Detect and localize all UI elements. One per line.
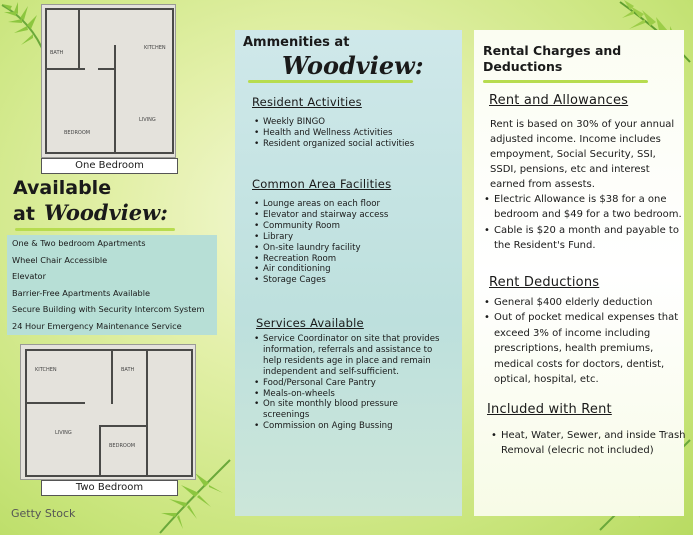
rent-deductions-heading: Rent Deductions [489, 275, 600, 290]
list-item: • Resident organized social activities [263, 139, 433, 150]
list-item: • Lounge areas on each floor [263, 199, 443, 210]
plan1-room-living: LIVING [139, 117, 156, 123]
resident-activities-list [252, 117, 433, 150]
plan1-room-bedroom: BEDROOM [64, 130, 91, 136]
list-item: • On-site laundry facility [263, 243, 443, 254]
services-list [252, 334, 443, 432]
watermark-text: Getty Stock [11, 507, 76, 520]
list-item: • Elevator and stairway access [263, 210, 443, 221]
two-bedroom-floor-plan [20, 344, 196, 480]
amenities-underline [248, 80, 413, 83]
list-item: • Food/Personal Care Pantry [263, 378, 443, 389]
feature-item: Elevator [12, 271, 46, 281]
included-with-rent-heading: Included with Rent [487, 402, 612, 417]
resident-activities-heading: Resident Activities [252, 95, 362, 109]
plan2-room-bedroom: BEDROOM [109, 443, 136, 449]
list-item: • Meals-on-wheels [263, 389, 443, 400]
list-item: • General $400 elderly deduction [494, 295, 690, 310]
list-item: • Heat, Water, Sewer, and inside Trash Removal (elecric not included) [501, 428, 687, 459]
list-item: • Library [263, 232, 443, 243]
list-item: • Community Room [263, 221, 443, 232]
available-woodview: Woodview: [44, 200, 168, 225]
list-item: • Service Coordinator on site that provides information, referrals and assistance to help residents age in place and remain independent and self-sufficient. [263, 334, 443, 378]
plan1-room-bath: BATH [50, 50, 64, 56]
one-bedroom-floor-plan [41, 4, 176, 158]
amenities-title-woodview: Woodview: [282, 51, 424, 80]
rental-charges-title: Rental Charges and Deductions [483, 43, 622, 74]
feature-item: Secure Building with Security Intercom System [12, 304, 205, 314]
plan2-room-living: LIVING [55, 430, 72, 436]
available-underline [15, 228, 175, 231]
list-item: • Commission on Aging Bussing [263, 421, 443, 432]
feature-item: 24 Hour Emergency Maintenance Service [12, 320, 182, 331]
list-item: • Electric Allowance is $38 for a one bedroom and $49 for a two bedroom. [494, 192, 690, 223]
common-area-heading: Common Area Facilities [252, 177, 392, 191]
rent-deductions-list [483, 295, 690, 387]
list-item: • Out of pocket medical expenses that exceed 3% of income including prescriptions, health premiums, medical costs for doctors, dentist, optical, hospital, etc. [494, 310, 690, 387]
list-item: • Weekly BINGO [263, 117, 433, 128]
rental-title-underline [483, 80, 648, 83]
two-bedroom-caption: Two Bedroom [41, 480, 178, 496]
common-area-list [252, 199, 443, 286]
plan2-room-bath: BATH [121, 367, 135, 373]
amenities-title-line1: Ammenities at [243, 35, 350, 50]
rent-allowances-heading: Rent and Allowances [489, 93, 629, 108]
rent-allowance-list [483, 192, 690, 254]
included-with-rent-list [490, 428, 687, 459]
feature-item: Barrier-Free Apartments Available [12, 287, 151, 298]
one-bedroom-caption: One Bedroom [41, 158, 178, 174]
list-item: • Health and Wellness Activities [263, 128, 433, 139]
plan2-room-kitchen: KITCHEN [35, 367, 57, 373]
list-item: • Recreation Room [263, 254, 443, 265]
available-heading-line1: Available [13, 177, 112, 199]
features-box [7, 235, 217, 335]
list-item: • Air conditioning [263, 264, 443, 275]
list-item: • Storage Cages [263, 275, 443, 286]
plan1-room-kitchen: KITCHEN [144, 45, 166, 51]
feature-item: One & Two bedroom Apartments [12, 238, 146, 248]
services-heading: Services Available [256, 316, 364, 330]
rent-paragraph: Rent is based on 30% of your annual adjusted income. Income includes empoyment, Social Security, SSI, SSDI, pensions, etc and interest earned from assests. [490, 119, 675, 190]
feature-item: Wheel Chair Accessible [12, 254, 108, 265]
available-at: at [13, 203, 35, 225]
list-item: • On site monthly blood pressure screenings [263, 399, 443, 421]
available-heading-line2 [13, 200, 168, 225]
list-item: • Cable is $20 a month and payable to the Resident's Fund. [494, 223, 690, 254]
